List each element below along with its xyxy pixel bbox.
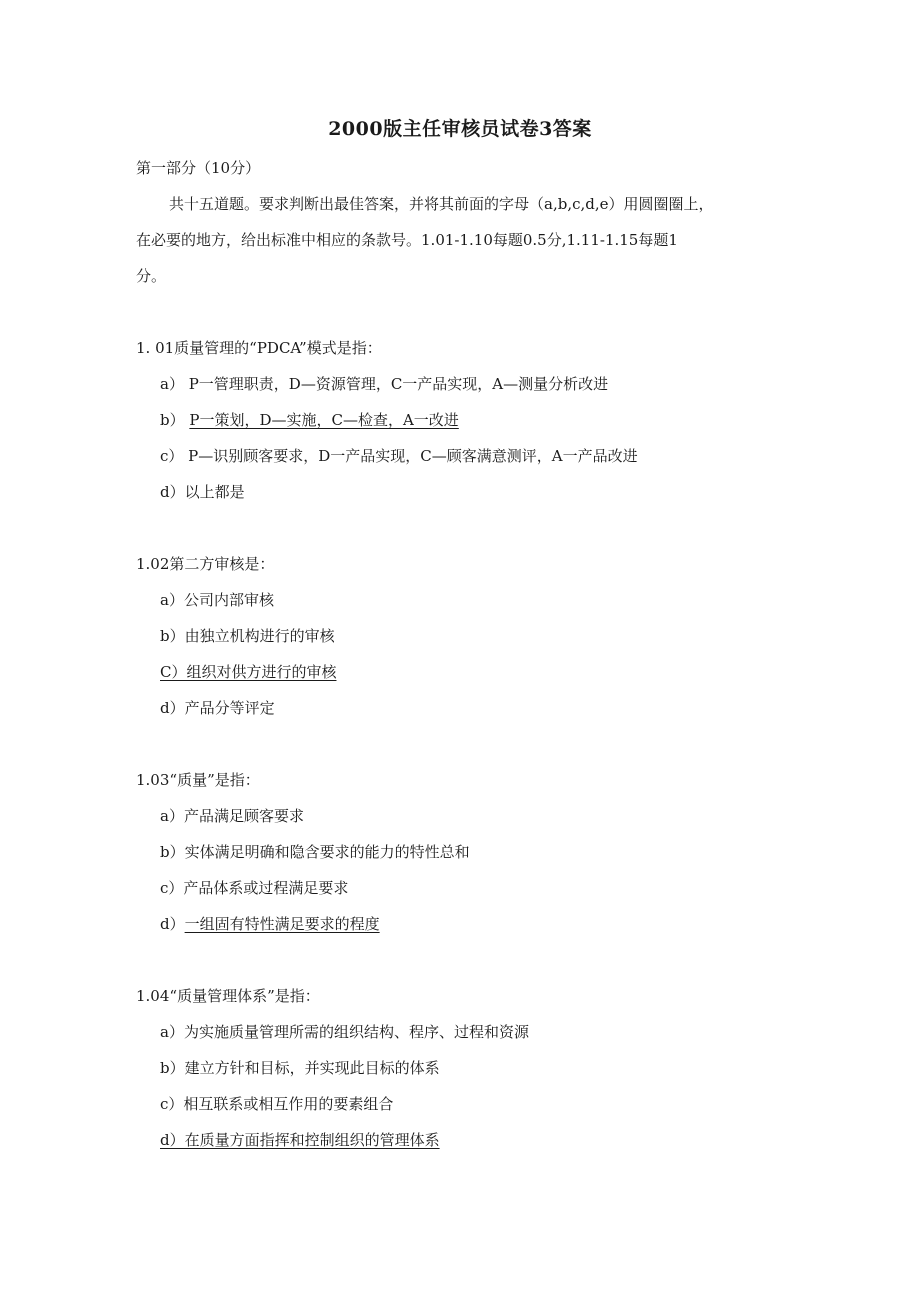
question-option: d）以上都是: [160, 483, 245, 501]
question-option: a） P一管理职责，D—资源管理，C一产品实现，A—测量分析改进: [160, 375, 609, 393]
option-letter: d）: [160, 915, 185, 933]
question-option: c）相互联系或相互作用的要素组合: [160, 1095, 394, 1113]
question-option: b）建立方针和目标，并实现此目标的体系: [160, 1059, 440, 1077]
question-stem: 1.04“质量管理体系”是指：: [136, 987, 320, 1005]
question-option: a）为实施质量管理所需的组织结构、程序、过程和资源: [160, 1023, 529, 1041]
question-option: d）产品分等评定: [160, 699, 275, 717]
correct-answer: d）在质量方面指挥和控制组织的管理体系: [160, 1131, 440, 1149]
question-stem: 1. 01质量管理的“PDCA”模式是指：: [136, 339, 382, 357]
document-title: 2000版主任审核员试卷3答案: [328, 118, 592, 140]
instruction-line: 共十五道题。要求判断出最佳答案，并将其前面的字母（a,b,c,d,e）用圆圈圈上，: [169, 195, 714, 213]
correct-answer: P一策划，D—实施，C—检查，A一改进: [189, 411, 459, 429]
correct-answer: 一组固有特性满足要求的程度: [184, 915, 380, 933]
question-option: c） P—识别顾客要求，D一产品实现，C—顾客满意测评，A一产品改进: [160, 447, 638, 465]
instruction-line: 分。: [136, 267, 167, 285]
instruction-line: 在必要的地方，给出标准中相应的条款号。1.01-1.10每题0.5分,1.11-1.15每题1: [136, 231, 678, 249]
part-heading: 第一部分（10分）: [136, 159, 261, 177]
question-option: c）产品体系或过程满足要求: [160, 879, 349, 897]
correct-answer: C）组织对供方进行的审核: [160, 663, 337, 681]
question-option: b）实体满足明确和隐含要求的能力的特性总和: [160, 843, 470, 861]
question-option: a）产品满足顾客要求: [160, 807, 304, 825]
question-option: [160, 410, 459, 430]
question-stem: 1.02第二方审核是：: [136, 555, 275, 573]
question-option: [160, 914, 380, 934]
question-option: b）由独立机构进行的审核: [160, 627, 335, 645]
option-letter: b）: [160, 411, 190, 429]
question-stem: 1.03“质量”是指：: [136, 771, 260, 789]
question-option: a）公司内部审核: [160, 591, 274, 609]
